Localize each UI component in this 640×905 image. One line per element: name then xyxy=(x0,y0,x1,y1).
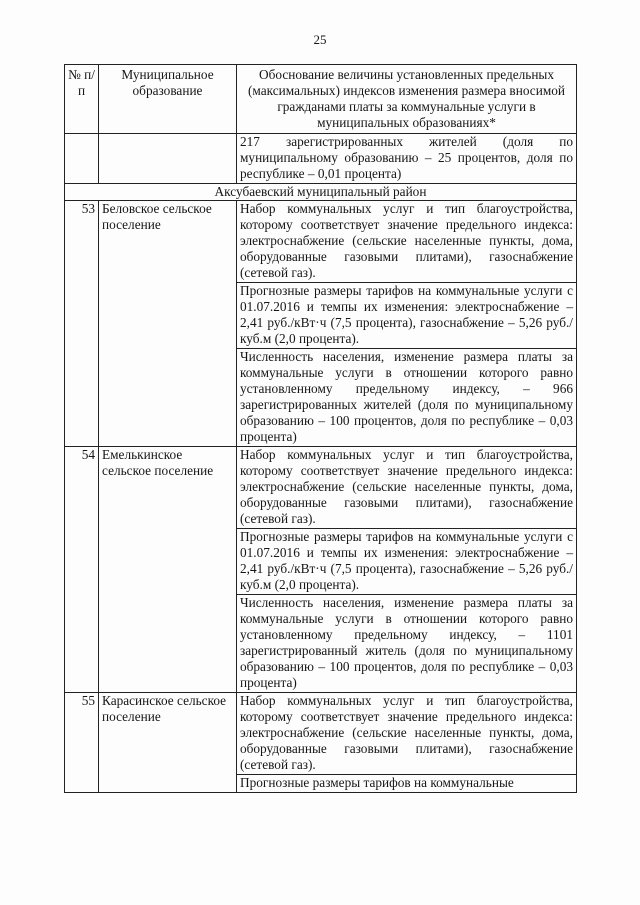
district-row xyxy=(65,184,577,201)
tariff-index-table xyxy=(64,64,577,793)
municipality-name: Беловское сельское поселение xyxy=(99,201,237,447)
population-paragraph: Численность населения, изменение размера платы за коммунальные услуги в отношении которого равно установленному предельному индексу, – 1101 зарегистрированный житель (доля по муниципальному образованию – 100 процентов, доля по республике – 0,03 процента) xyxy=(240,595,573,690)
table-row xyxy=(65,693,577,793)
table-row xyxy=(65,201,577,447)
tariffs-paragraph: Прогнозные размеры тарифов на коммунальные услуги с 01.07.2016 и темпы их изменения: электроснабжение – 2,41 руб./кВт·ч (7,5 процента), газоснабжение – 5,26 руб./куб.м (2,0 процента). xyxy=(237,283,576,349)
justification-cell xyxy=(237,447,577,693)
page-number: 25 xyxy=(313,32,327,47)
table-row xyxy=(65,447,577,693)
services-paragraph: Набор коммунальных услуг и тип благоустройства, которому соответствует значение предельного индекса: электроснабжение (сельские населенные пункты, дома, оборудованные газовыми плитами), газоснабжение (сетевой газ). xyxy=(237,201,576,283)
tariffs-paragraph: Прогнозные размеры тарифов на коммунальные услуги с 01.07.2016 и темпы их изменения: электроснабжение – 2,41 руб./кВт·ч (7,5 процента), газоснабжение – 5,26 руб./куб.м (2,0 процента). xyxy=(237,529,576,595)
municipality-name: Емелькинское сельское поселение xyxy=(99,447,237,693)
continued-number-cell xyxy=(65,134,99,184)
population-paragraph: Численность населения, изменение размера платы за коммунальные услуги в отношении которого равно установленному предельному индексу, – 966 зарегистрированных жителей (доля по муниципальному образованию – 100 процентов, доля по республике – 0,03 процента) xyxy=(240,349,573,444)
continued-municipality-cell xyxy=(99,134,237,184)
continued-justification-cell xyxy=(237,134,577,184)
services-paragraph: Набор коммунальных услуг и тип благоустройства, которому соответствует значение предельного индекса: электроснабжение (сельские населенные пункты, дома, оборудованные газовыми плитами), газоснабжение (сетевой газ). xyxy=(237,693,576,775)
district-title: Аксубаевский муниципальный район xyxy=(65,184,577,201)
tariffs-paragraph: Прогнозные размеры тарифов на коммунальные xyxy=(240,775,514,790)
row-number: 53 xyxy=(65,201,99,447)
header-municipality: Муниципальное образование xyxy=(99,65,237,134)
row-number: 55 xyxy=(65,693,99,793)
justification-cell xyxy=(237,201,577,447)
header-number: № п/п xyxy=(65,65,99,134)
table-header-row xyxy=(65,65,577,134)
table-row-continued xyxy=(65,134,577,184)
continued-text: 217 зарегистрированных жителей (доля по муниципальному образованию – 25 процентов, доля по республике – 0,01 процента) xyxy=(240,134,573,181)
services-paragraph: Набор коммунальных услуг и тип благоустройства, которому соответствует значение предельного индекса: электроснабжение (сельские населенные пункты, дома, оборудованные газовыми плитами), газоснабжение (сетевой газ). xyxy=(237,447,576,529)
municipality-name: Карасинское сельское поселение xyxy=(99,693,237,793)
justification-cell xyxy=(237,693,577,793)
header-justification: Обоснование величины установленных предельных (максимальных) индексов изменения размера вносимой гражданами платы за коммунальные услуги в муниципальных образованиях* xyxy=(237,65,577,134)
row-number: 54 xyxy=(65,447,99,693)
